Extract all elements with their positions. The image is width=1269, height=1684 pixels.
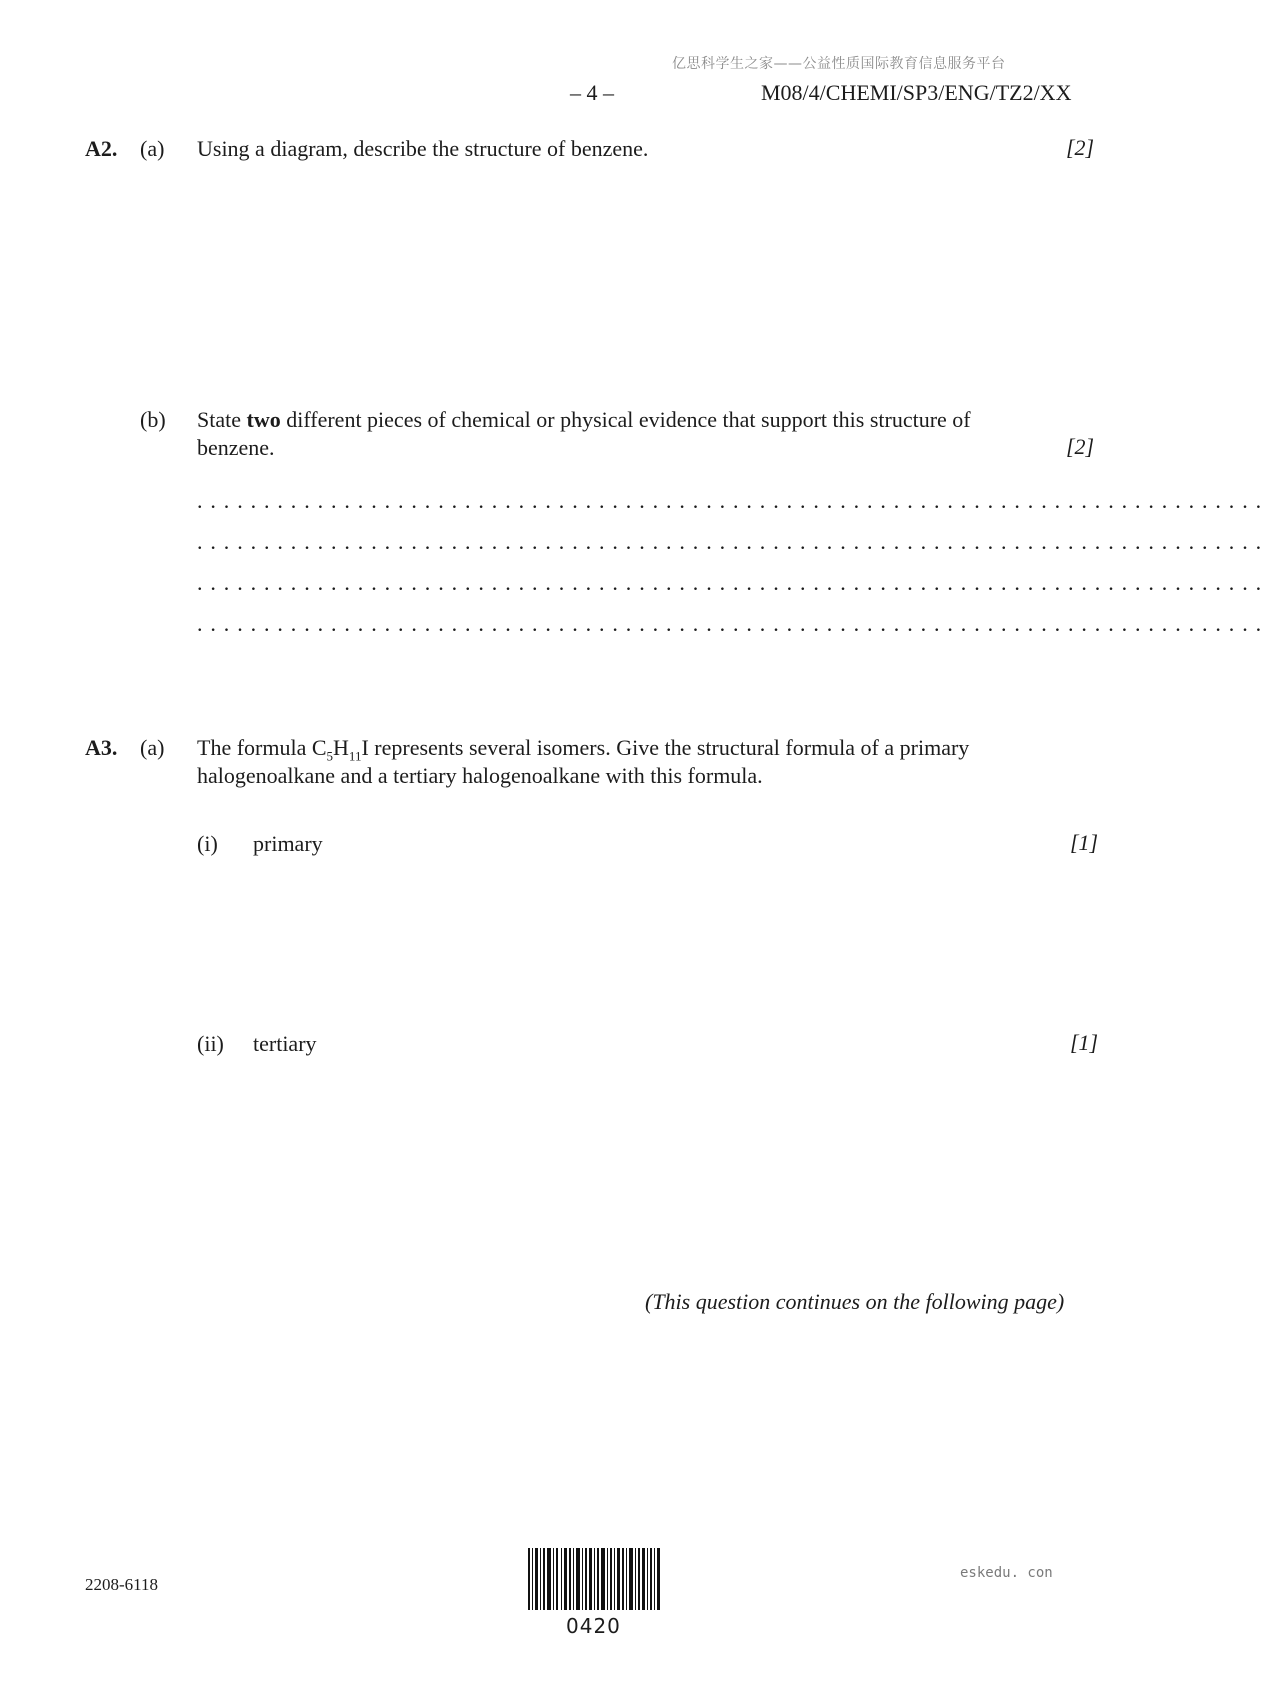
part-label-a2b: (b) <box>140 407 166 432</box>
site-watermark: eskedu. con <box>960 1565 1053 1581</box>
barcode-icon <box>528 1548 660 1610</box>
question-text-a2a: Using a diagram, describe the structure of benzene. <box>197 136 649 161</box>
question-number-a2: A2. <box>85 136 118 161</box>
part-label-a3a: (a) <box>140 735 165 760</box>
answer-line-4[interactable]: ................................................................................ <box>197 611 1269 636</box>
continue-note: (This question continues on the following page) <box>645 1289 1065 1314</box>
question-text-a3a: The formula $C_5H_{11}I$ represents several isomers. Give the structural formula of a primary <box>197 735 970 764</box>
marks-a2b: [2] <box>1066 434 1095 459</box>
answer-line-2[interactable]: ................................................................................ <box>197 529 1269 554</box>
footer-code: 2208-6118 <box>85 1575 159 1594</box>
paper-code: M08/4/CHEMI/SP3/ENG/TZ2/XX <box>761 80 1072 105</box>
subpart-label-i: (i) <box>197 831 218 856</box>
question-text-a3a-line2: halogenoalkane and a tertiary halogenoalkane with this formula. <box>197 763 763 788</box>
barcode <box>528 1548 660 1610</box>
subpart-label-ii: (ii) <box>197 1031 224 1056</box>
watermark-text: 亿思科学生之家——公益性质国际教育信息服务平台 <box>672 56 1006 72</box>
answer-line-1[interactable]: ................................................................................ <box>197 488 1269 513</box>
marks-a3a-i: [1] <box>1070 830 1099 855</box>
subpart-text-tertiary: tertiary <box>253 1031 317 1056</box>
page-number: – 4 – <box>570 80 614 105</box>
part-label-a2a: (a) <box>140 136 165 161</box>
answer-line-3[interactable]: ................................................................................ <box>197 570 1269 595</box>
barcode-number: 0420 <box>566 1614 621 1638</box>
marks-a3a-ii: [1] <box>1070 1030 1099 1055</box>
emphasis-two: two <box>246 407 281 432</box>
marks-a2a: [2] <box>1066 135 1095 160</box>
subpart-text-primary: primary <box>253 831 323 856</box>
question-text-a2b-line2: benzene. <box>197 435 275 460</box>
question-text-a2b: State two different pieces of chemical or physical evidence that support this structure of <box>197 407 971 432</box>
question-number-a3: A3. <box>85 735 118 760</box>
